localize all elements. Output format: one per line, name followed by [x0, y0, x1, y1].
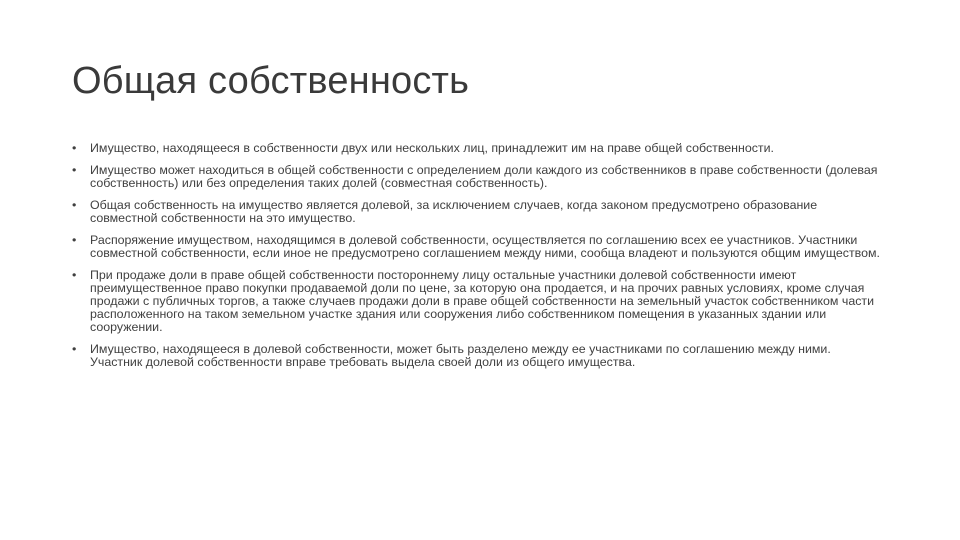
bullet-item — [72, 199, 882, 225]
bullet-list — [72, 142, 882, 378]
bullet-text: Имущество может находиться в общей собственности с определением доли каждого из собственников в праве собственности (долевая собственность) или без определения таких долей (совместная собственность). — [90, 163, 878, 190]
bullet-text: Распоряжение имуществом, находящимся в долевой собственности, осуществляется по соглашению всех ее участников. Участники совместной собственности, если иное не предусмотрено соглашением между ними, сообща владеют и пользуются общим имуществом. — [90, 233, 880, 260]
bullet-item — [72, 343, 882, 369]
bullet-dot-icon: • — [72, 233, 77, 247]
bullet-dot-icon: • — [72, 163, 77, 177]
bullet-dot-icon: • — [72, 268, 77, 282]
bullet-text: При продаже доли в праве общей собственности постороннему лицу остальные участники долевой собственности имеют преимущественное право покупки продаваемой доли по цене, за которую она продается, и на прочих равных условиях, кроме случая продажи с публичных торгов, а также случаев продажи доли в праве общей собственности на земельный участок собственником части расположенного на таком земельном участке здания или сооружения либо собственником помещения в указанных здании или сооружении. — [90, 268, 875, 334]
bullet-text: Имущество, находящееся в собственности двух или нескольких лиц, принадлежит им на праве общей собственности. — [90, 141, 774, 155]
bullet-item — [72, 164, 882, 190]
bullet-item — [72, 142, 882, 155]
bullet-dot-icon: • — [72, 141, 77, 155]
bullet-item — [72, 234, 882, 260]
bullet-text: Имущество, находящееся в долевой собственности, может быть разделено между ее участниками по соглашению между ними. Участник долевой собственности вправе требовать выдела своей доли из общего имущества. — [90, 342, 831, 369]
bullet-text: Общая собственность на имущество является долевой, за исключением случаев, когда законом предусмотрено образование совместной собственности на это имущество. — [90, 198, 818, 225]
bullet-dot-icon: • — [72, 198, 77, 212]
bullet-dot-icon: • — [72, 342, 77, 356]
slide-title: Общая собственность — [72, 60, 470, 102]
bullet-item — [72, 269, 882, 334]
